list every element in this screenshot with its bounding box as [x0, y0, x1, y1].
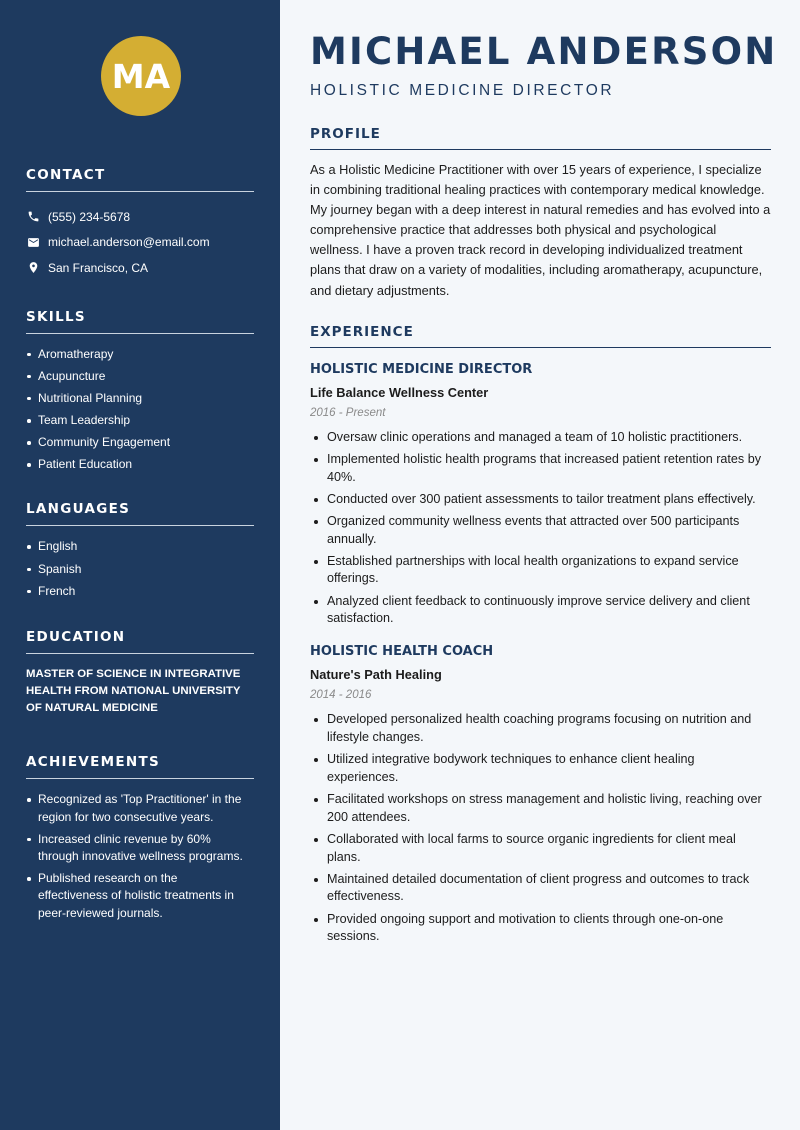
- list-item: Patient Education: [26, 456, 254, 473]
- skills-list: [26, 346, 254, 474]
- sidebar: [0, 0, 280, 1130]
- list-item: Published research on the effectiveness of holistic treatments in peer-reviewed journals.: [26, 870, 254, 922]
- languages-heading: LANGUAGES: [26, 501, 254, 526]
- list-item: Oversaw clinic operations and managed a team of 10 holistic practitioners.: [310, 429, 771, 447]
- list-item: Facilitated workshops on stress management and holistic living, reaching over 200 attendees.: [310, 791, 771, 827]
- list-item: Acupuncture: [26, 368, 254, 385]
- education-degree: MASTER OF SCIENCE IN INTEGRATIVE HEALTH FROM NATIONAL UNIVERSITY OF NATURAL MEDICINE: [26, 667, 241, 715]
- contact-phone: [26, 204, 254, 230]
- list-item: Community Engagement: [26, 434, 254, 451]
- candidate-name: MICHAEL ANDERSON: [310, 30, 778, 73]
- job-title: HOLISTIC HEALTH COACH: [310, 644, 494, 660]
- phone-icon: [26, 210, 40, 224]
- list-item: Collaborated with local farms to source organic ingredients for client meal plans.: [310, 831, 771, 867]
- languages-section: [26, 501, 254, 599]
- job-company: Nature's Path Healing: [310, 667, 442, 683]
- phone-text[interactable]: (555) 234-5678: [48, 209, 131, 224]
- list-item: Aromatherapy: [26, 346, 254, 363]
- job-dates: 2014 - 2016: [310, 689, 372, 702]
- list-item: Organized community wellness events that attracted over 500 participants annually.: [310, 513, 771, 549]
- email-text[interactable]: michael.anderson@email.com: [48, 235, 210, 250]
- job-entry: [310, 644, 771, 946]
- contact-location: [26, 255, 254, 281]
- list-item: Spanish: [26, 561, 254, 578]
- list-item: Maintained detailed documentation of client progress and outcomes to track effectiveness.: [310, 871, 771, 907]
- contact-email: [26, 230, 254, 256]
- list-item: Recognized as 'Top Practitioner' in the region for two consecutive years.: [26, 791, 254, 825]
- job-bullets: [310, 429, 771, 628]
- list-item: Utilized integrative bodywork techniques to enhance client healing experiences.: [310, 751, 771, 787]
- experience-heading: EXPERIENCE: [310, 324, 771, 348]
- candidate-role: HOLISTIC MEDICINE DIRECTOR: [310, 82, 615, 99]
- achievements-list: [26, 791, 254, 921]
- profile-section: [310, 126, 771, 301]
- education-section: [26, 629, 254, 718]
- list-item: Conducted over 300 patient assessments to tailor treatment plans effectively.: [310, 491, 771, 509]
- education-heading: EDUCATION: [26, 629, 254, 654]
- list-item: Analyzed client feedback to continuously improve service delivery and client satisfaction.: [310, 593, 771, 629]
- list-item: Nutritional Planning: [26, 390, 254, 407]
- list-item: Implemented holistic health programs that increased patient retention rates by 40%.: [310, 451, 771, 487]
- job-company: Life Balance Wellness Center: [310, 384, 489, 400]
- contact-heading: CONTACT: [26, 167, 254, 192]
- contact-section: [26, 167, 254, 281]
- main-content: [280, 0, 800, 1130]
- achievements-section: [26, 754, 254, 921]
- list-item: Increased clinic revenue by 60% through innovative wellness programs.: [26, 831, 254, 865]
- email-icon: [26, 235, 40, 249]
- avatar: [101, 36, 181, 116]
- profile-heading: PROFILE: [310, 126, 771, 150]
- job-title: HOLISTIC MEDICINE DIRECTOR: [310, 361, 533, 377]
- list-item: English: [26, 538, 254, 555]
- languages-list: [26, 538, 254, 599]
- list-item: Provided ongoing support and motivation to clients through one-on-one sessions.: [310, 911, 771, 947]
- list-item: Established partnerships with local health organizations to expand service offerings.: [310, 553, 771, 589]
- profile-text: As a Holistic Medicine Practitioner with over 15 years of experience, I specialize in combining traditional healing practices with contemporary medical knowledge. My journey began with a deep interest in natural remedies and has evolved into a comprehensive practice that addresses both physical and psychological wellness. I have a proven track record in developing individualized treatment plans that draw on a variety of modalities, including aromatherapy, acupuncture, and dietary adjustments.: [310, 162, 771, 298]
- job-entry: [310, 362, 771, 628]
- achievements-heading: ACHIEVEMENTS: [26, 754, 254, 779]
- job-dates: 2016 - Present: [310, 406, 386, 419]
- skills-section: [26, 309, 254, 474]
- list-item: Developed personalized health coaching programs focusing on nutrition and lifestyle changes.: [310, 711, 771, 747]
- job-bullets: [310, 711, 771, 946]
- avatar-initials: MA: [111, 56, 171, 96]
- experience-section: [310, 324, 771, 947]
- location-pin-icon: [26, 261, 40, 275]
- list-item: French: [26, 583, 254, 600]
- skills-heading: SKILLS: [26, 309, 254, 334]
- list-item: Team Leadership: [26, 412, 254, 429]
- location-text: San Francisco, CA: [48, 260, 149, 275]
